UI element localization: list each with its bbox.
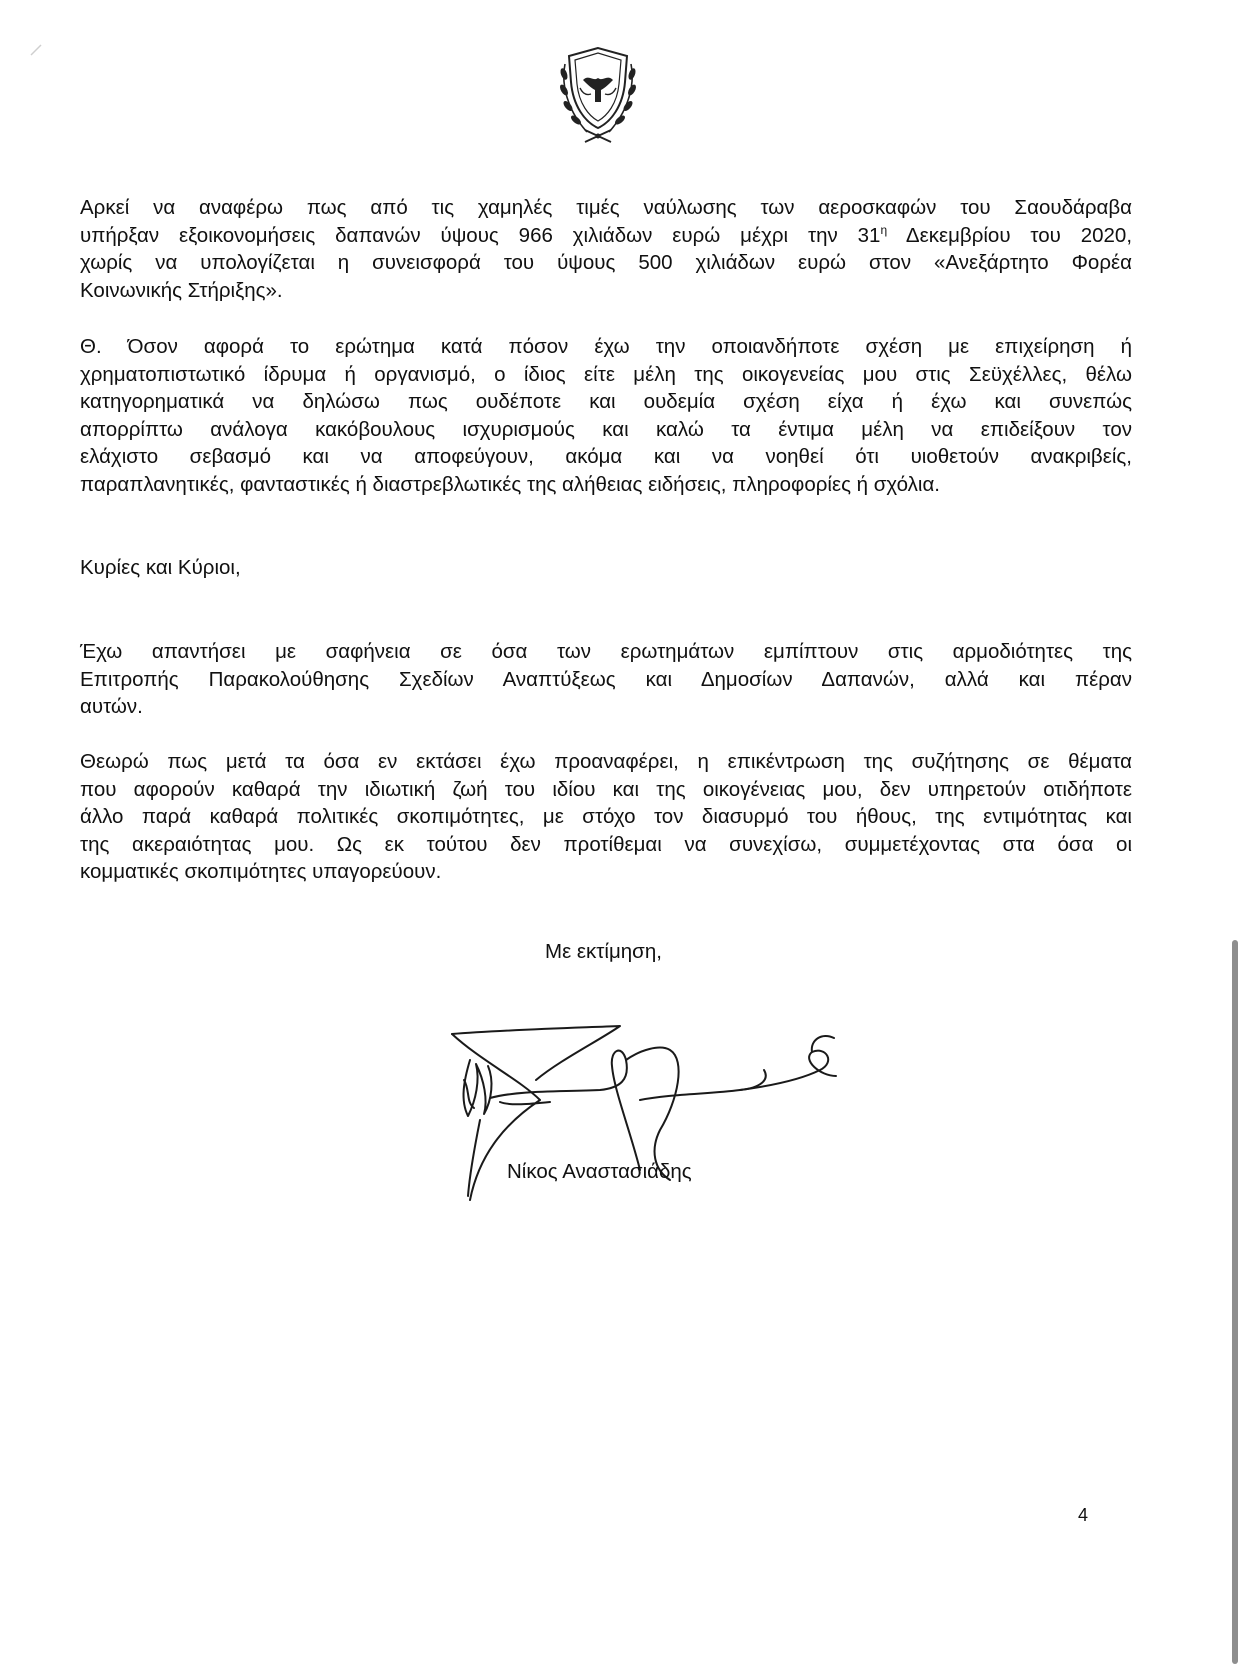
text-line: παραπλανητικές, φανταστικές ή διαστρεβλωτικές της αλήθειας ειδήσεις, πληροφορίες ή σχόλια. [80, 472, 940, 496]
text-line: Κοινωνικής Στήριξης». [80, 278, 283, 302]
closing-phrase: Με εκτίμηση, [545, 940, 662, 963]
text-line: αυτών. [80, 695, 143, 718]
text-line: χωρίς να υπολογίζεται η συνεισφορά του ύψους 500 χιλιάδων ευρώ στον «Ανεξάρτητο Φορέα [80, 251, 1132, 274]
text-line: Αρκεί να αναφέρω πως από τις χαμηλές τιμές ναύλωσης των αεροσκαφών του Σαουδάραβα [80, 196, 1132, 219]
text-line: που αφορούν καθαρά την ιδιωτική ζωή του ιδίου και της οικογένειας μου, δεν υπηρετούν οτιδήποτε [80, 777, 1132, 801]
text-line: άλλο παρά καθαρά πολιτικές σκοπιμότητες, με στόχο τον διασυρμό του ήθους, της εντιμότητας και [80, 805, 1132, 828]
text-line [80, 222, 1132, 250]
paragraph-4 [80, 748, 1132, 886]
text-line: ελάχιστο σεβασμό και να αποφεύγουν, ακόμα και να νοηθεί ότι υιοθετούν ανακριβείς, [80, 445, 1132, 468]
signatory-name: Νίκος Αναστασιάδης [507, 1160, 692, 1183]
text-fragment: Δεκεμβρίου του 2020, [887, 223, 1133, 247]
text-line: Έχω απαντήσει με σαφήνεια σε όσα των ερωτημάτων εμπίπτουν στις αρμοδιότητες της [80, 640, 1132, 663]
text-line: Θεωρώ πως μετά τα όσα εν εκτάσει έχω προαναφέρει, η επικέντρωση της συζήτησης σε θέματα [80, 750, 1132, 773]
salutation: Κυρίες και Κύριοι, [80, 556, 241, 579]
text-line: κομματικές σκοπιμότητες υπαγορεύουν. [80, 860, 442, 883]
text-line: απορρίπτω ανάλογα κακόβουλους ισχυρισμούς και καλώ τα έντιμα μέλη να επιδείξουν τον [80, 417, 1132, 441]
ordinal-superscript: η [880, 222, 888, 237]
text-fragment: υπήρξαν εξοικονομήσεις δαπανών ύψους 966 χιλιάδων ευρώ μέχρι την 31 [80, 223, 881, 247]
corner-mark [28, 42, 44, 58]
text-line: κατηγορηματικά να δηλώσω πως ουδέποτε και ουδεμία σχέση είχα ή έχω και συνεπώς [80, 390, 1132, 413]
scrollbar[interactable] [1232, 940, 1238, 1664]
paragraph-1 [80, 194, 1132, 304]
text-line: Θ. Όσον αφορά το ερώτημα κατά πόσον έχω την οποιανδήποτε σχέση με επιχείρηση ή [80, 335, 1132, 358]
coat-of-arms-icon [555, 44, 641, 146]
paragraph-3 [80, 638, 1132, 721]
text-line: της ακεραιότητας μου. Ως εκ τούτου δεν προτίθεμαι να συνεχίσω, συμμετέχοντας στα όσα οι [80, 832, 1132, 856]
paragraph-2 [80, 333, 1132, 498]
text-line: χρηματοπιστωτικό ίδρυμα ή οργανισμό, ο ίδιος είτε μέλη της οικογενείας μου στις Σεϋχέλλες, θέλω [80, 362, 1132, 386]
text-line: Επιτροπής Παρακολούθησης Σχεδίων Αναπτύξεως και Δημοσίων Δαπανών, αλλά και πέραν [80, 667, 1132, 691]
page-number: 4 [1078, 1505, 1089, 1525]
